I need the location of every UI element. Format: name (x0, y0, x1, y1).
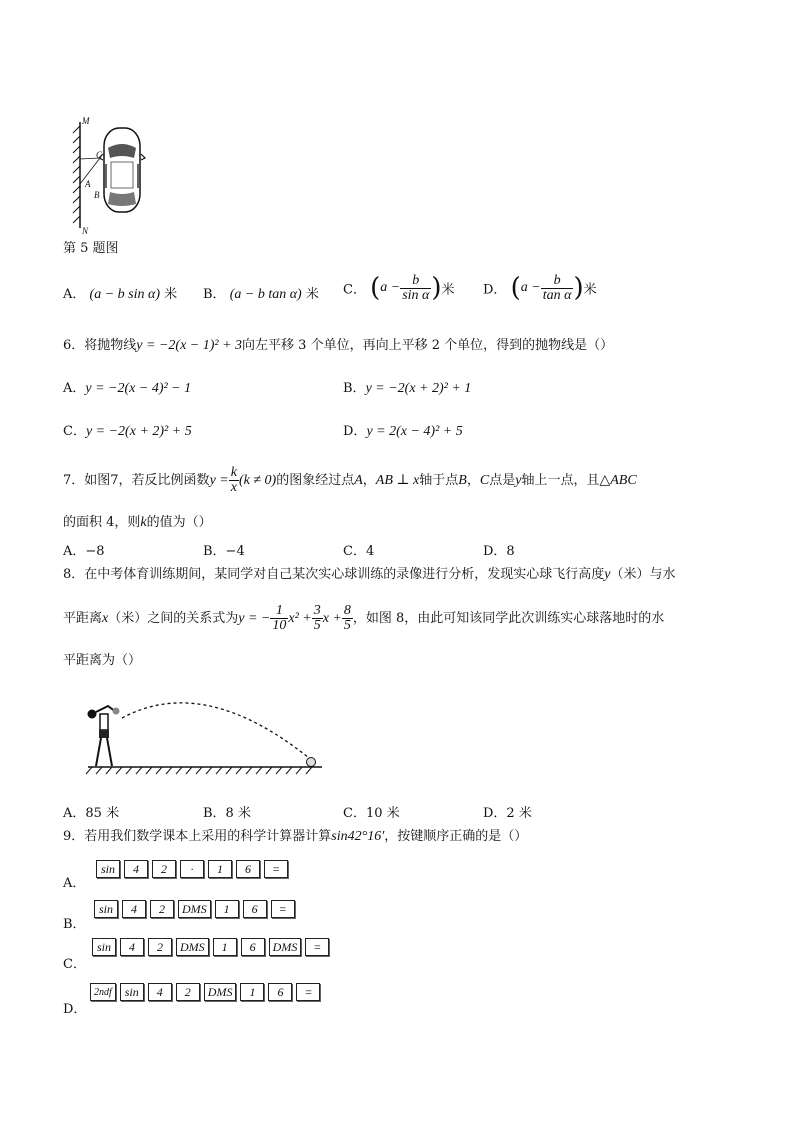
fig-label-N: N (82, 226, 89, 236)
key-2: 2 (152, 860, 176, 878)
key-dms: DMS (176, 938, 209, 956)
key-4: 4 (122, 900, 146, 918)
q7-option-d[interactable]: D．8 (483, 544, 515, 559)
q5-figure (66, 114, 150, 236)
key-sin: sin (92, 938, 116, 956)
key-dms: DMS (178, 900, 211, 918)
q9-option-b-keys[interactable] (94, 900, 295, 918)
q5-d-fraction: $\frac{b}{\text{tan α}}$ (542, 272, 572, 303)
key-2: 2 (148, 938, 172, 956)
q8-figure (64, 690, 330, 786)
q5-option-c[interactable]: C． (a − $\frac{b}{\text{sin α}}$ )米 (343, 272, 455, 303)
q7-option-c[interactable]: C．4 (343, 544, 375, 559)
key-6: 6 (241, 938, 265, 956)
q5-option-d[interactable]: D． (a − $\frac{b}{\text{tan α}}$ )米 (483, 272, 597, 303)
fig-label-M: M (82, 116, 90, 126)
q6-stem: 6．将抛物线y = −2(x − 1)² + 3向左平移 3 个单位，再向上平移 2 个单位，得到的抛物线是（） (63, 338, 614, 353)
key-sin: sin (120, 983, 144, 1001)
key-4: 4 (120, 938, 144, 956)
key-equals: = (296, 983, 320, 1001)
q6-option-b[interactable]: B．y = −2(x + 2)² + 1 (343, 381, 472, 396)
key-dot: · (180, 860, 204, 878)
key-4: 4 (124, 860, 148, 878)
q6-option-d[interactable]: D．y = 2(x − 4)² + 5 (343, 424, 463, 439)
q8-option-a[interactable]: A．85 米 (63, 806, 120, 821)
key-6: 6 (236, 860, 260, 878)
key-sin: sin (96, 860, 120, 878)
key-dms: DMS (269, 938, 302, 956)
fig-label-A: A (85, 179, 91, 189)
q5-c-fraction: $\frac{b}{\text{sin α}}$ (402, 272, 430, 303)
key-2ndf: 2ndf (90, 983, 116, 1001)
q8-option-d[interactable]: D．2 米 (483, 806, 532, 821)
q9-stem: 9．若用我们数学课本上采用的科学计算器计算sin42°16′，按键顺序正确的是（） (63, 829, 528, 844)
q9-option-b-label[interactable]: B． (63, 917, 86, 932)
q5-option-b[interactable]: B． (a − b tan α) 米 (203, 287, 319, 302)
key-2: 2 (150, 900, 174, 918)
q9-option-a-label[interactable]: A． (63, 876, 86, 891)
key-6: 6 (268, 983, 292, 1001)
fig-label-C: C (96, 150, 103, 160)
q5-option-a[interactable]: A． (a − b sin α) 米 (63, 287, 178, 302)
key-1: 1 (240, 983, 264, 1001)
key-1: 1 (208, 860, 232, 878)
q9-option-c-keys[interactable] (92, 938, 329, 956)
q8-stem-line2: 平距离x（米）之间的关系式为y = − $\frac{1}{10}$ x² + $\frac{3}{5}$ x + $\frac{8}{5}$ ，如图 8，由此可知该同学此次训练实心球落地时的水 (63, 603, 665, 633)
q7-option-a[interactable]: A．−8 (63, 544, 105, 559)
q9-option-d-keys[interactable] (90, 983, 320, 1001)
fig-label-B: B (94, 190, 100, 200)
key-sin: sin (94, 900, 118, 918)
q8-option-b[interactable]: B．8 米 (203, 806, 251, 821)
q7-stem-line2: 的面积 4，则k的值为（） (63, 515, 212, 530)
q6-option-c[interactable]: C．y = −2(x + 2)² + 5 (63, 424, 192, 439)
q5-figure-caption: 第 5 题图 (63, 241, 119, 256)
q8-option-c[interactable]: C．10 米 (343, 806, 400, 821)
q7-stem-line1: 7．如图7，若反比例函数y = $\frac{k}{x}$ (k ≠ 0)的图象经过点A，AB ⊥ x轴于点B，C点是y轴上一点，且△ABC (63, 465, 637, 495)
q9-option-a-keys[interactable] (96, 860, 288, 878)
key-dms: DMS (204, 983, 237, 1001)
q6-option-a[interactable]: A．y = −2(x − 4)² − 1 (63, 381, 192, 396)
key-2: 2 (176, 983, 200, 1001)
q8-stem-line3: 平距离为（） (63, 653, 142, 668)
q8-stem-line1: 8．在中考体育训练期间，某同学对自己某次实心球训练的录像进行分析，发现实心球飞行高度y（米）与水 (63, 567, 676, 582)
q9-option-c-label[interactable]: C． (63, 957, 86, 972)
key-1: 1 (213, 938, 237, 956)
key-1: 1 (215, 900, 239, 918)
key-equals: = (305, 938, 329, 956)
key-equals: = (271, 900, 295, 918)
key-4: 4 (148, 983, 172, 1001)
key-equals: = (264, 860, 288, 878)
key-6: 6 (243, 900, 267, 918)
q9-option-d-label[interactable]: D． (63, 1002, 87, 1017)
q7-option-b[interactable]: B．−4 (203, 544, 245, 559)
